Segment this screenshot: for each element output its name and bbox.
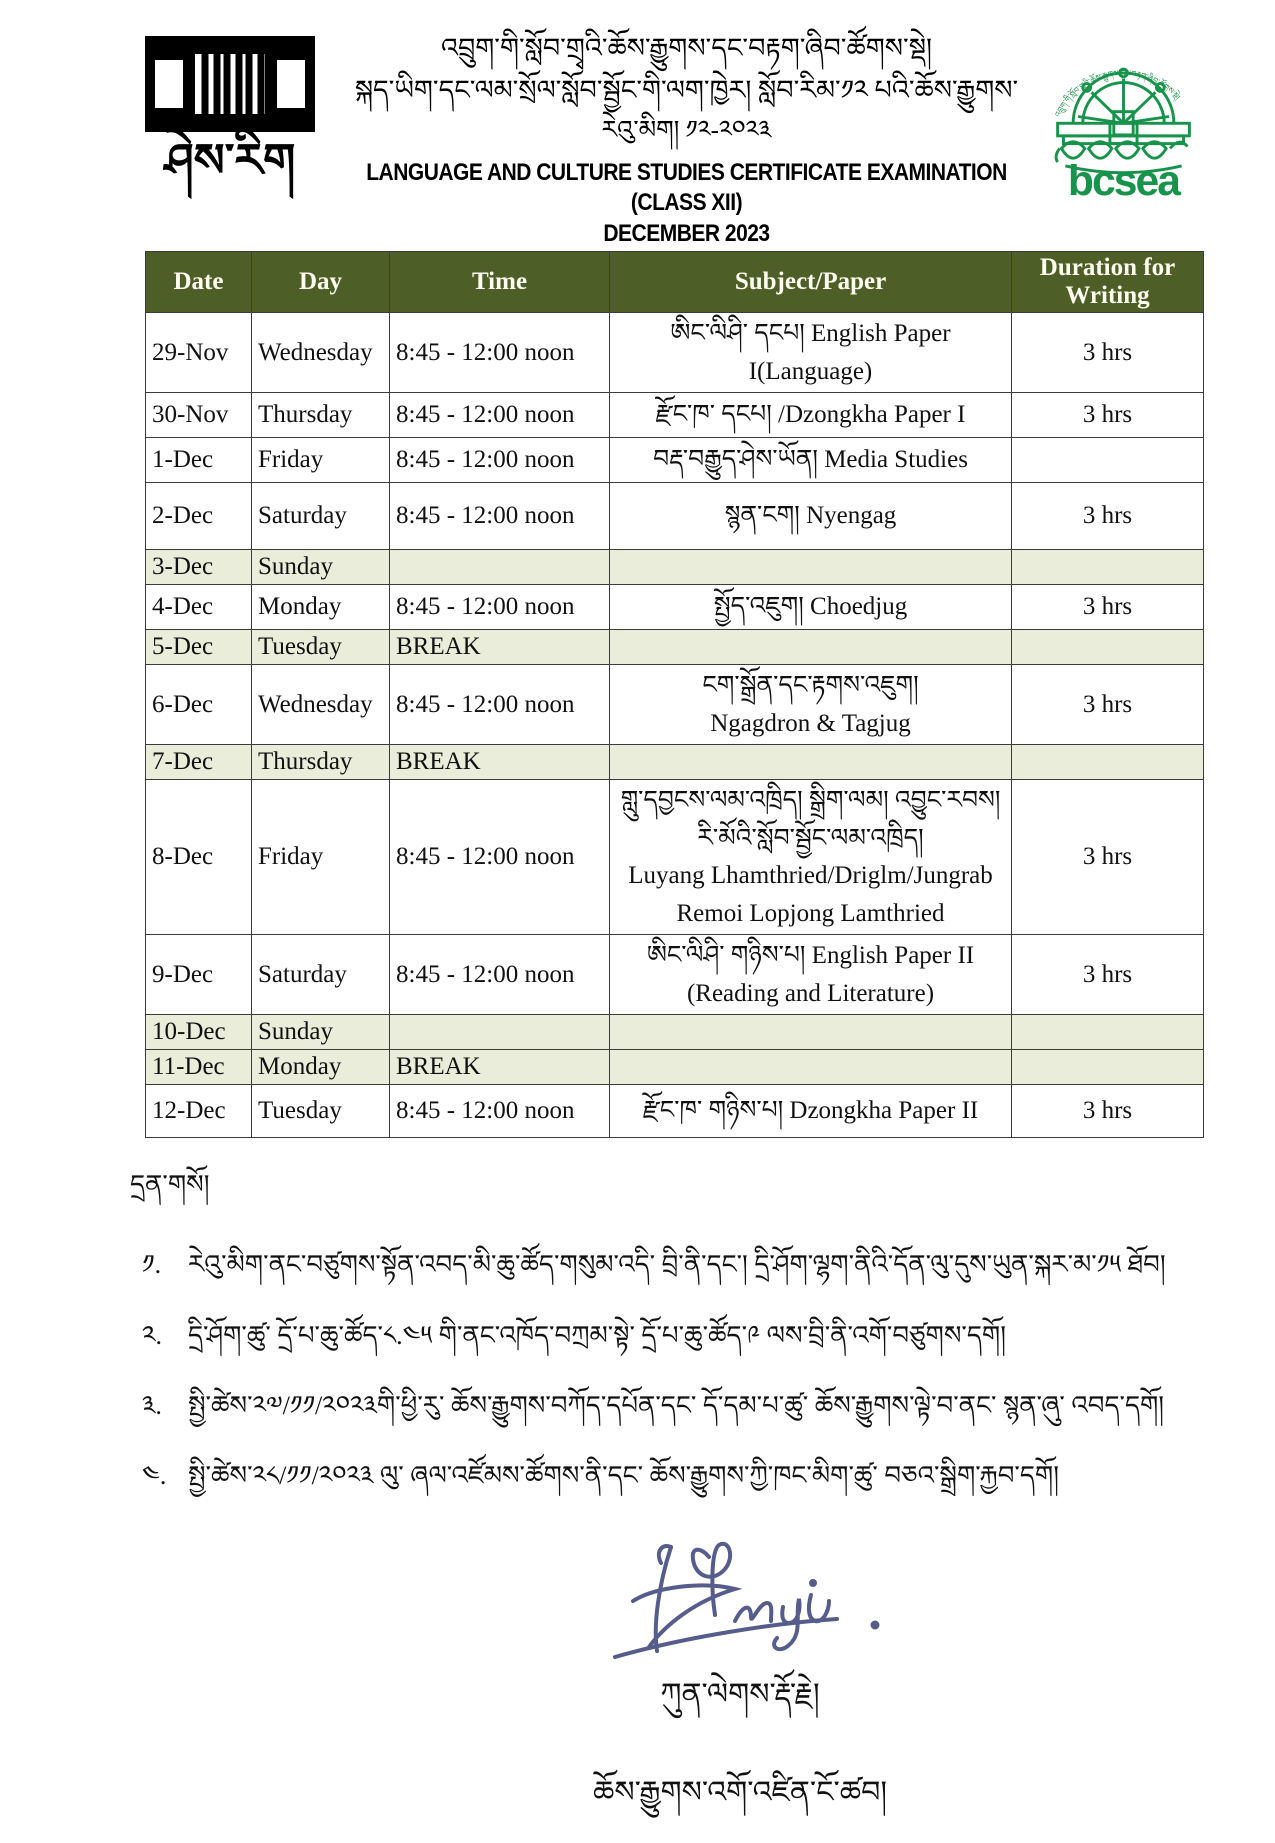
cell-duration: 3 hrs [1012,935,1204,1015]
cell-duration [1012,550,1204,585]
cell-day: Wednesday [252,665,390,745]
table-row [146,313,1204,393]
cell-duration [1012,745,1204,780]
cell-date: 4-Dec [146,585,252,630]
cell-subject [610,1050,1012,1085]
dzongkha-title-line3: རེའུ་མིག། ༡༢-༢༠༢༣ [601,116,772,144]
cell-time: BREAK [390,745,610,780]
sherig-logo [130,28,330,187]
note-number: ༤. [142,1461,167,1491]
cell-subject [610,630,1012,665]
cell-day: Wednesday [252,313,390,393]
table-row [146,780,1204,935]
cell-time: 8:45 - 12:00 noon [390,1085,610,1138]
table-row [146,1085,1204,1138]
cell-duration [1012,630,1204,665]
cell-date: 29-Nov [146,313,252,393]
exam-timetable [145,251,1204,1138]
col-header-duration: Duration for Writing [1012,252,1204,313]
cell-day: Saturday [252,935,390,1015]
cell-day: Friday [252,438,390,483]
cell-date: 9-Dec [146,935,252,1015]
cell-day: Monday [252,1050,390,1085]
cell-date: 3-Dec [146,550,252,585]
table-row [146,483,1204,550]
cell-day: Friday [252,780,390,935]
cell-duration [1012,1015,1204,1050]
exam-title-line2: DECEMBER 2023 [603,219,770,247]
signature-icon [575,1529,905,1679]
col-header-date: Date [146,252,252,313]
cell-time: 8:45 - 12:00 noon [390,665,610,745]
cell-date: 11-Dec [146,1050,252,1085]
cell-date: 6-Dec [146,665,252,745]
cell-date: 8-Dec [146,780,252,935]
sherig-logo-caption: ཤེས་རིག [164,135,296,186]
note-text: དྲི་ཤོག་ཚུ་ དྲོ་པ་ཆུ་ཚོད་༨.༤༥ གི་ནང་འཁོད་བཀྲམ་སྟེ་ དྲོ་པ་ཆུ་ཚོད་༩ ལས་བྲི་ནི་འགོ་བཙུགས་དགོ། [188,1320,1006,1350]
notes-heading: དྲན་གསོ། [130,1170,210,1200]
cell-duration: 3 hrs [1012,313,1204,393]
cell-day: Thursday [252,393,390,438]
cell-subject: སྙན་ངག། Nyengag [610,483,1012,550]
cell-duration: 3 hrs [1012,393,1204,438]
note-item-4 [130,1458,1203,1494]
sherig-logo-icon [145,36,315,136]
cell-subject: ཨིང་ལིཤི་ གཉིས་པ། English Paper II (Reading and Literature) [610,935,1012,1015]
notes-section [130,1156,1203,1495]
cell-duration: 3 hrs [1012,1085,1204,1138]
note-number: ༣. [142,1390,162,1420]
cell-time: 8:45 - 12:00 noon [390,393,610,438]
cell-subject [610,1015,1012,1050]
cell-date: 1-Dec [146,438,252,483]
table-row-break [146,1050,1204,1085]
cell-subject: སྤྱོད་འཇུག། Choedjug [610,585,1012,630]
cell-time: 8:45 - 12:00 noon [390,313,610,393]
cell-subject: རྫོང་ཁ་ དངཔ། /Dzongkha Paper I [610,393,1012,438]
note-item-1 [130,1247,1203,1283]
signatory-name: ཀུན་ལེགས་རྡོ་རྗེ། [660,1677,820,1711]
bcsea-logo [1043,28,1203,204]
document-header [130,28,1203,247]
table-row [146,585,1204,630]
cell-day: Monday [252,585,390,630]
cell-date: 12-Dec [146,1085,252,1138]
cell-subject [610,550,1012,585]
cell-date: 10-Dec [146,1015,252,1050]
table-row-break [146,1015,1204,1050]
cell-time: 8:45 - 12:00 noon [390,438,610,483]
cell-time: BREAK [390,1050,610,1085]
signature-block [460,1529,1020,1843]
cell-day: Sunday [252,1015,390,1050]
table-header-row [146,252,1204,313]
dzongkha-title-line1: འབྲུག་གི་སློབ་གྲྭའི་ཆོས་རྒྱུགས་དང་བརྟག་ཞིབ་ཚོགས་སྡེ། [440,33,933,63]
table-row [146,665,1204,745]
table-row [146,935,1204,1015]
header-titles [330,28,1043,247]
exam-title-line1: LANGUAGE AND CULTURE STUDIES CERTIFICATE EXAMINATION (CLASS XII) [366,159,1007,217]
cell-day: Sunday [252,550,390,585]
table-row-break [146,745,1204,780]
col-header-day: Day [252,252,390,313]
cell-day: Tuesday [252,630,390,665]
table-row-break [146,550,1204,585]
cell-time: 8:45 - 12:00 noon [390,935,610,1015]
dzongkha-title-line2: སྐད་ཡིག་དང་ལམ་སྲོལ་སློབ་སྦྱོང་གི་ལག་ཁྱེར། སློབ་རིམ་༡༢ པའི་ཆོས་རྒྱུགས་ [354,74,1019,105]
cell-subject: ངག་སྒྲོན་དང་རྟགས་འཇུག། Ngagdron & Tagjug [610,665,1012,745]
table-row [146,393,1204,438]
table-row [146,438,1204,483]
cell-day: Tuesday [252,1085,390,1138]
cell-subject: གླུ་དབྱངས་ལམ་འཁྲིད། སྒྲིག་ལམ། འབྱུང་རབས། རི་མོའི་སློབ་སྦྱོང་ལམ་འཁྲིད། Luyang Lhamthried/Driglm/Jungrab Remoi Lopjong Lamthried [610,780,1012,935]
table-row-break [146,630,1204,665]
cell-time: 8:45 - 12:00 noon [390,585,610,630]
note-item-3 [130,1388,1203,1424]
cell-day: Saturday [252,483,390,550]
note-text: སྤྱི་ཚེས་༢༨/༡༡/༢༠༢༣ ལུ་ ཞལ་འཛོམས་ཚོགས་ནི་དང་ ཆོས་རྒྱུགས་ཀྱི་ཁང་མིག་ཚུ་ བཅའ་སྒྲིག་རྐྱབ་དགོ། [188,1461,1059,1491]
bcsea-wordmark: bcsea [1067,156,1179,199]
note-number: ༡. [142,1250,162,1280]
note-text: རེའུ་མིག་ནང་བཙུགས་སྟོན་འབད་མི་ཆུ་ཚོད་གསུམ་འདི་ བྲི་ནི་དང་། དྲི་ཤོག་ལྷག་ནིའི་དོན་ལུ་དུས་ཡུན་སྐར་མ་༡༥ ཐོབ། [188,1250,1166,1280]
cell-duration: 3 hrs [1012,780,1204,935]
bcsea-logo-icon [1046,34,1201,199]
cell-subject [610,745,1012,780]
col-header-time: Time [390,252,610,313]
cell-duration [1012,438,1204,483]
cell-duration [1012,1050,1204,1085]
cell-time: 8:45 - 12:00 noon [390,780,610,935]
cell-date: 30-Nov [146,393,252,438]
cell-date: 2-Dec [146,483,252,550]
cell-day: Thursday [252,745,390,780]
cell-time: 8:45 - 12:00 noon [390,483,610,550]
cell-date: 7-Dec [146,745,252,780]
cell-duration: 3 hrs [1012,585,1204,630]
note-item-2 [130,1318,1203,1354]
cell-subject: རྫོང་ཁ་ གཉིས་པ། Dzongkha Paper II [610,1085,1012,1138]
cell-date: 5-Dec [146,630,252,665]
cell-time [390,1015,610,1050]
signatory-title: ཆོས་རྒྱུགས་འགོ་འཛིན་ངོ་ཚབ། [592,1775,888,1809]
cell-duration: 3 hrs [1012,483,1204,550]
cell-duration: 3 hrs [1012,665,1204,745]
cell-time: BREAK [390,630,610,665]
cell-subject: ཨིང་ལིཤི་ དངཔ། English Paper I(Language) [610,313,1012,393]
cell-subject: བརྡ་བརྒྱུད་ཤེས་ཡོན། Media Studies [610,438,1012,483]
exam-title [336,158,1037,249]
note-number: ༢. [142,1320,162,1350]
note-text: སྤྱི་ཚེས་༢༧/༡༡/༢༠༢༣གི་ཕྱི་རུ་ ཆོས་རྒྱུགས་བཀོད་དཔོན་དང་ དོ་དམ་པ་ཚུ་ ཆོས་རྒྱུགས་ལྟེ་བ་ནང་ སྙན་ཞུ་ འབད་དགོ། [188,1390,1165,1420]
cell-time [390,550,610,585]
col-header-subject: Subject/Paper [610,252,1012,313]
bcsea-arc-text: འབྲུག་གི་སློབ་གྲྭའི་ཆོས་རྒྱུགས་དང་བརྟག་ཞིབ་ཚོགས་སྡེ། [1052,68,1182,119]
